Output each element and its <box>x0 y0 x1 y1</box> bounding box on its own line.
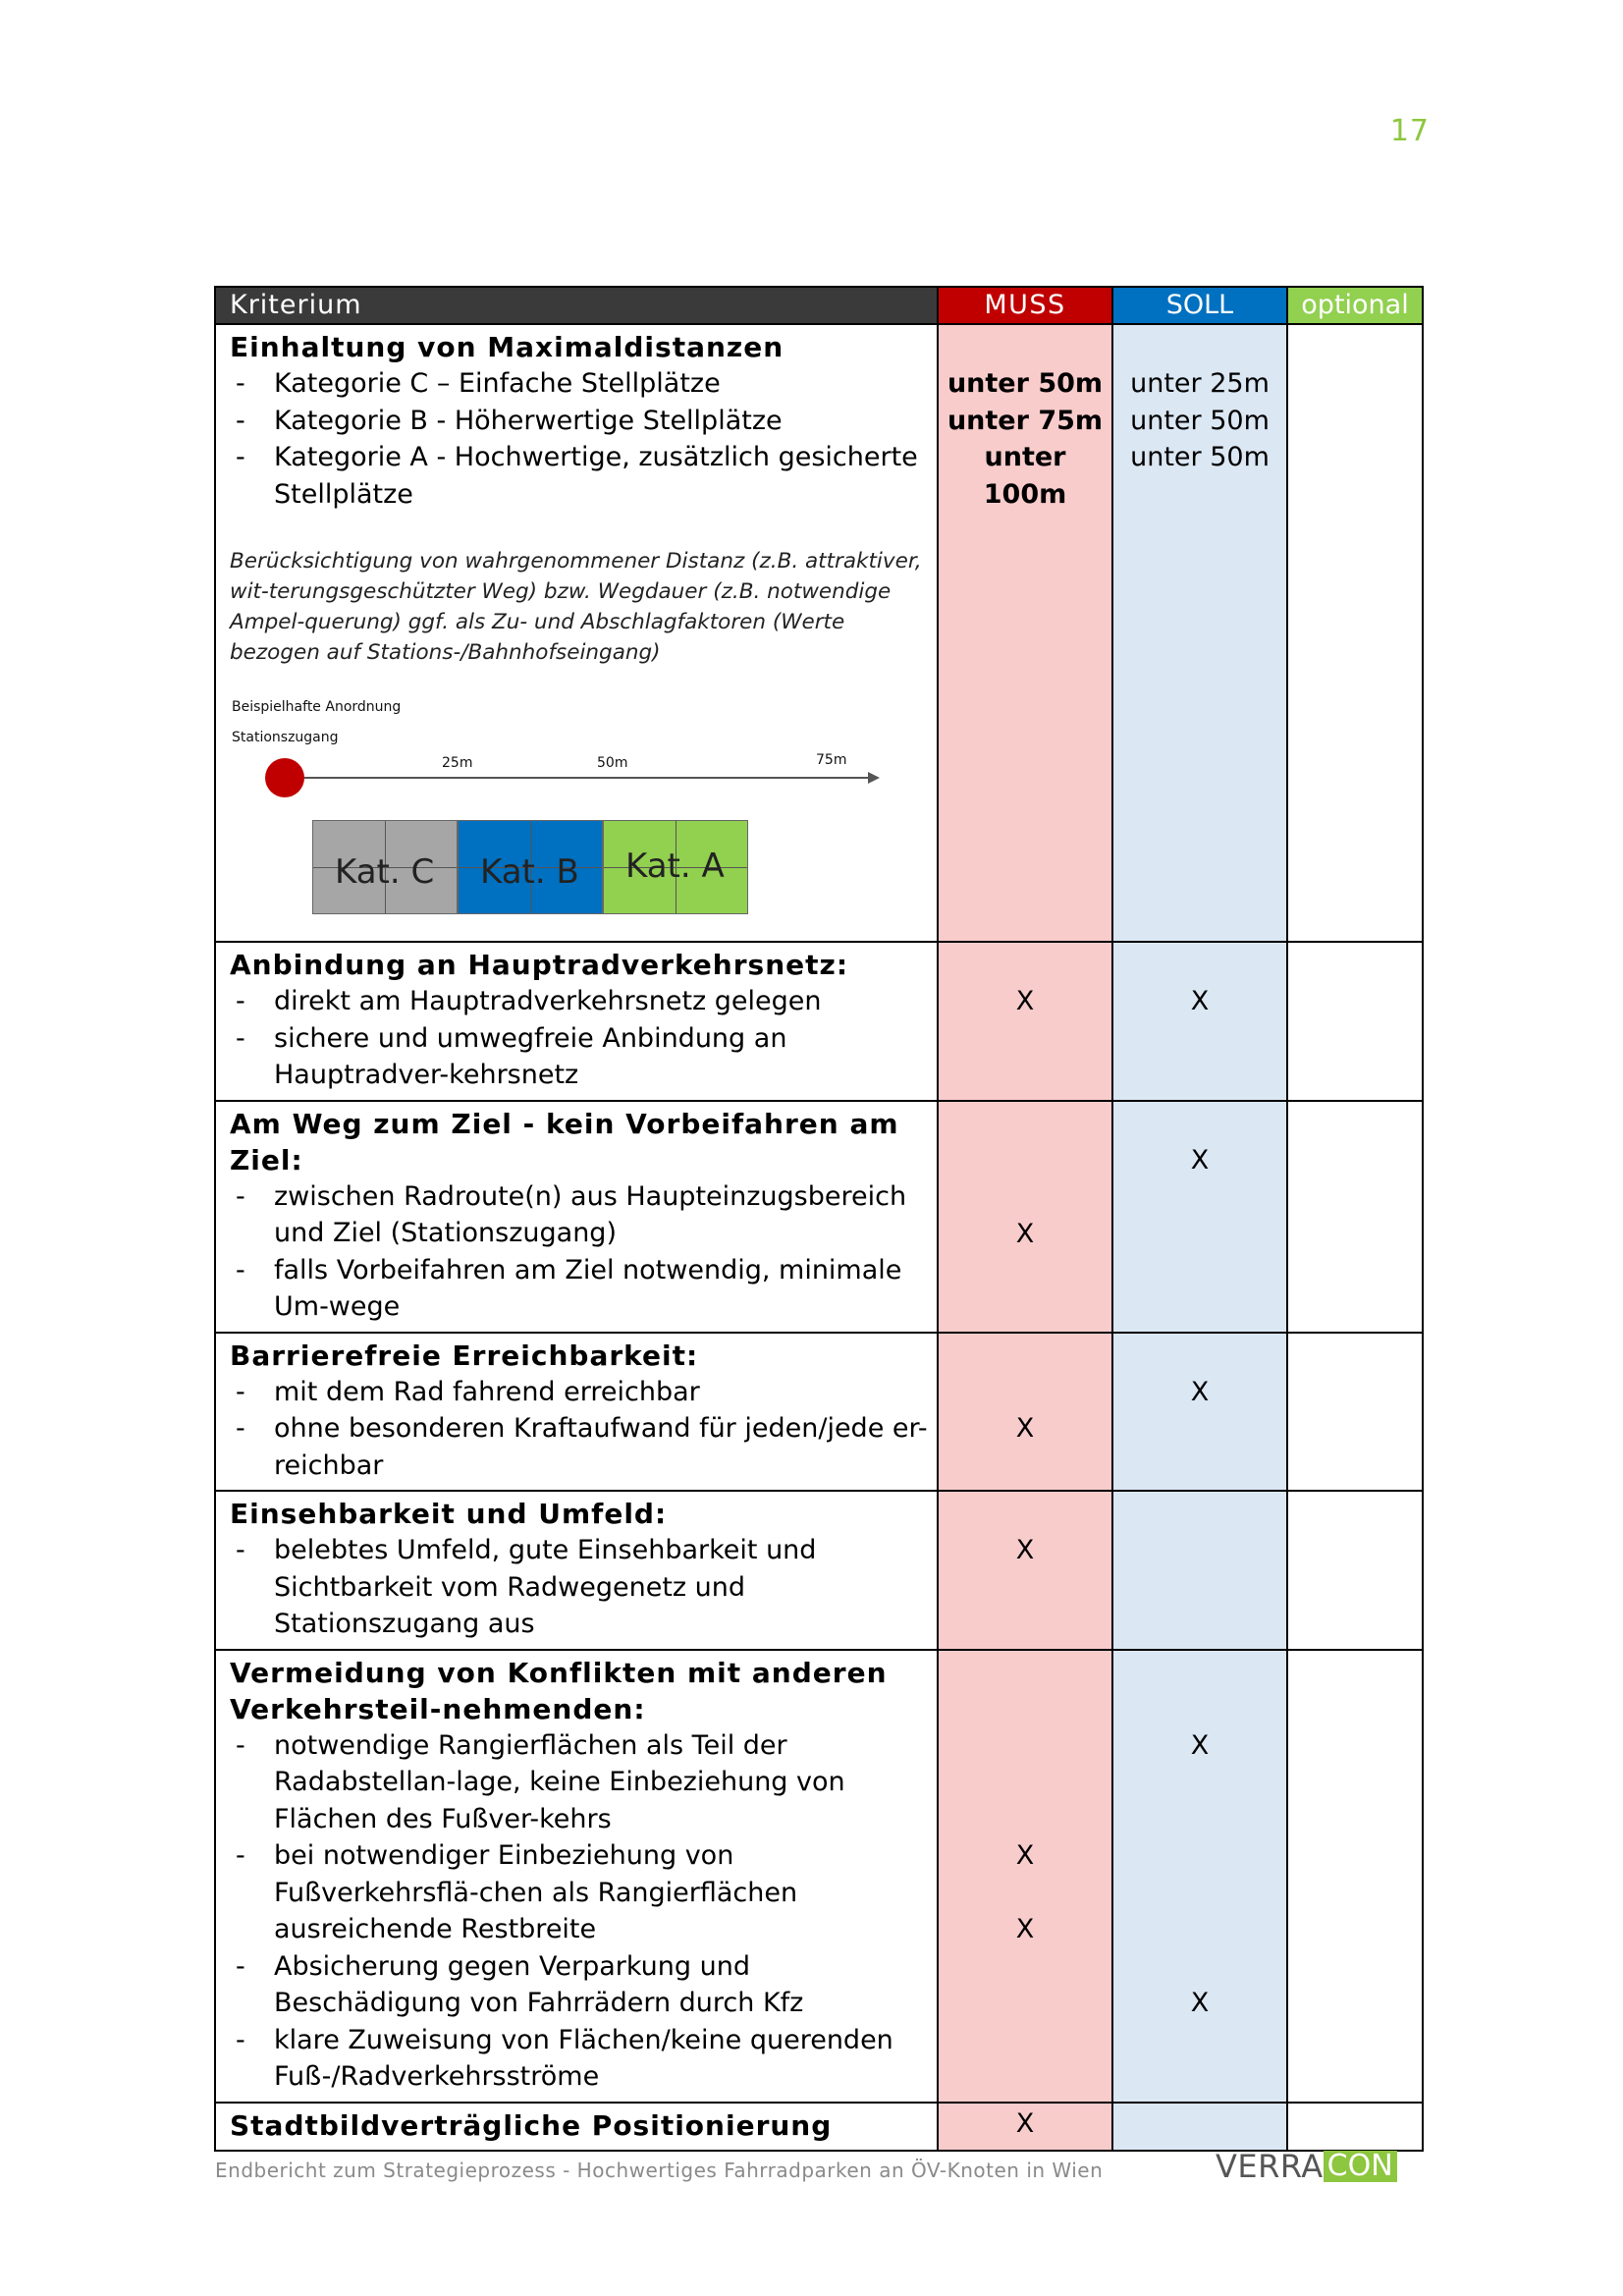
muss-cell <box>938 1333 1112 1492</box>
muss-value <box>939 1801 1111 1838</box>
soll-value: unter 25m <box>1130 368 1270 399</box>
distance-mark: 50m <box>597 755 628 771</box>
criterion-title: Stadtbildverträgliche Positionierung <box>230 2108 833 2142</box>
criterion-cell <box>215 1650 938 2103</box>
category-a-block <box>603 820 748 914</box>
list-item: - belebtes Umfeld, gute Einsehbarkeit und Sichtbarkeit vom Radwegenetz und Stationszugang aus <box>230 1532 929 1643</box>
muss-value: X <box>1015 1413 1035 1444</box>
table-row <box>215 1650 1423 2103</box>
criterion-title: Anbindung an Hauptradverkehrsnetz: <box>230 949 849 981</box>
criterion-cell <box>215 1101 938 1333</box>
soll-value <box>1113 1801 1286 1838</box>
table-row <box>215 1491 1423 1650</box>
optional-cell <box>1287 1650 1423 2103</box>
list-item: - bei notwendiger Einbeziehung von Fußverkehrsflä-chen als Rangierflächen ausreichende Restbreite <box>230 1837 929 1948</box>
criterion-items <box>230 983 929 1094</box>
soll-value <box>1113 1911 1286 1948</box>
soll-cell <box>1112 1491 1287 1650</box>
list-item: - ohne besonderen Kraftaufwand für jeden/jede er-reichbar <box>230 1410 929 1484</box>
soll-value: X <box>1190 1729 1210 1761</box>
criterion-cell <box>215 1333 938 1492</box>
soll-value <box>1113 1837 1286 1875</box>
distance-mark: 25m <box>442 755 473 771</box>
category-label: Kat. B <box>480 852 579 892</box>
criteria-table <box>214 286 1424 2152</box>
criterion-cell <box>215 942 938 1101</box>
category-c-block <box>312 820 458 914</box>
muss-value: X <box>1015 986 1035 1016</box>
diagram-title: Beispielhafte Anordnung <box>232 699 402 715</box>
list-item: - Absicherung gegen Verparkung und Beschädigung von Fahrrädern durch Kfz <box>230 1948 929 2022</box>
soll-value: unter 50m <box>1130 442 1270 472</box>
soll-value <box>1113 1948 1286 1986</box>
table-row <box>215 1101 1423 1333</box>
criterion-cell <box>215 2103 938 2151</box>
criterion-items <box>230 1178 929 1326</box>
criterion-items <box>230 1727 929 2096</box>
criterion-title: Einhaltung von Maximaldistanzen <box>230 331 784 363</box>
table-row <box>215 1333 1423 1492</box>
list-item: - notwendige Rangierflächen als Teil der Radabstellan-lage, keine Einbeziehung von Flächen des Fußver-kehrs <box>230 1727 929 1838</box>
muss-cell <box>938 1491 1112 1650</box>
muss-cell <box>938 2103 1112 2151</box>
station-entrance-marker <box>265 758 304 797</box>
optional-cell <box>1287 1333 1423 1492</box>
header-soll: SOLL <box>1112 287 1287 324</box>
muss-cell <box>938 324 1112 942</box>
soll-value: X <box>1190 986 1210 1016</box>
list-item: - Kategorie C – Einfache Stellplätze <box>230 365 929 403</box>
logo-text-right: CON <box>1324 2151 1397 2182</box>
distance-mark: 75m <box>816 752 847 768</box>
list-item: - zwischen Radroute(n) aus Haupteinzugsbereich und Ziel (Stationszugang) <box>230 1178 929 1252</box>
list-item: - direkt am Hauptradverkehrsnetz gelegen <box>230 983 929 1020</box>
soll-cell <box>1112 1101 1287 1333</box>
soll-value: unter 50m <box>1130 405 1270 436</box>
list-item: - falls Vorbeifahren am Ziel notwendig, minimale Um-wege <box>230 1252 929 1326</box>
muss-cell <box>938 942 1112 1101</box>
criterion-cell <box>215 1491 938 1650</box>
diagram-station-label: Stationszugang <box>232 730 339 745</box>
criterion-items <box>230 365 929 513</box>
list-item: - sichere und umwegfreie Anbindung an Hauptradver-kehrsnetz <box>230 1020 929 1094</box>
list-item: - Kategorie A - Hochwertige, zusätzlich gesicherte Stellplätze <box>230 439 929 513</box>
optional-cell <box>1287 1491 1423 1650</box>
muss-value <box>939 1875 1111 1912</box>
distance-note: Berücksichtigung von wahrgenommener Distanz (z.B. attraktiver, wit-terungsgeschützter Weg) bzw. Wegdauer (z.B. notwendige Ampel-querung) ggf. als Zu- und Abschlagfaktoren (Werte bezogen auf Stations-/Bahnhofseingang) <box>230 549 922 665</box>
muss-value <box>939 1374 1111 1411</box>
muss-value: X <box>1015 1218 1035 1249</box>
verracon-logo <box>1216 2150 1397 2183</box>
header-optional: optional <box>1287 287 1423 324</box>
page-number: 17 <box>1389 114 1430 148</box>
optional-cell <box>1287 942 1423 1101</box>
soll-value: X <box>1190 1376 1210 1407</box>
header-muss: MUSS <box>938 287 1112 324</box>
criterion-title: Vermeidung von Konflikten mit anderen Verkehrsteil-nehmenden: <box>230 1656 888 1725</box>
table-row <box>215 2103 1423 2151</box>
criterion-items <box>230 1374 929 1485</box>
logo-text-left: VERRA <box>1216 2148 1324 2185</box>
soll-cell <box>1112 942 1287 1101</box>
soll-value <box>1113 1875 1286 1912</box>
muss-value <box>939 1727 1111 1765</box>
muss-cell <box>938 1650 1112 2103</box>
arrangement-diagram <box>230 689 929 935</box>
soll-value: X <box>1190 1988 1210 2018</box>
muss-value: unter 75m <box>947 405 1104 436</box>
category-b-block <box>458 820 603 914</box>
distance-axis <box>304 777 872 779</box>
optional-cell <box>1287 2103 1423 2151</box>
muss-value: X <box>1015 1535 1035 1565</box>
soll-cell <box>1112 2103 1287 2151</box>
soll-cell <box>1112 1650 1287 2103</box>
table-row <box>215 324 1423 942</box>
category-label: Kat. A <box>625 847 725 886</box>
muss-cell <box>938 1101 1112 1333</box>
list-item: - Kategorie B - Höherwertige Stellplätze <box>230 403 929 440</box>
criterion-title: Einsehbarkeit und Umfeld: <box>230 1498 668 1530</box>
footer-text: Endbericht zum Strategieprozess - Hochwertiges Fahrradparken an ÖV-Knoten in Wien <box>215 2159 1104 2182</box>
list-item: - klare Zuweisung von Flächen/keine querenden Fuß-/Radverkehrsströme <box>230 2022 929 2096</box>
table-row <box>215 942 1423 1101</box>
muss-value: unter 50m <box>947 368 1104 399</box>
optional-cell <box>1287 324 1423 942</box>
criterion-title: Am Weg zum Ziel - kein Vorbeifahren am Ziel: <box>230 1107 899 1176</box>
criterion-items <box>230 1532 929 1643</box>
category-label: Kat. C <box>335 852 435 892</box>
table-header-row <box>215 287 1423 324</box>
muss-value <box>939 1178 1111 1216</box>
soll-cell <box>1112 324 1287 942</box>
muss-value <box>939 1764 1111 1801</box>
muss-value <box>939 1142 1111 1179</box>
optional-cell <box>1287 1101 1423 1333</box>
list-item: - mit dem Rad fahrend erreichbar <box>230 1374 929 1411</box>
soll-value: X <box>1190 1144 1210 1175</box>
header-criterion: Kriterium <box>215 287 938 324</box>
arrow-head-icon <box>868 772 880 784</box>
criterion-title: Barrierefreie Erreichbarkeit: <box>230 1339 699 1372</box>
muss-value: unter 100m <box>983 442 1067 510</box>
soll-value <box>1113 1764 1286 1801</box>
muss-value: X <box>1015 1840 1035 1871</box>
muss-value: X <box>1015 1914 1035 1944</box>
criterion-cell <box>215 324 938 942</box>
muss-value: X <box>1015 2107 1035 2139</box>
soll-cell <box>1112 1333 1287 1492</box>
